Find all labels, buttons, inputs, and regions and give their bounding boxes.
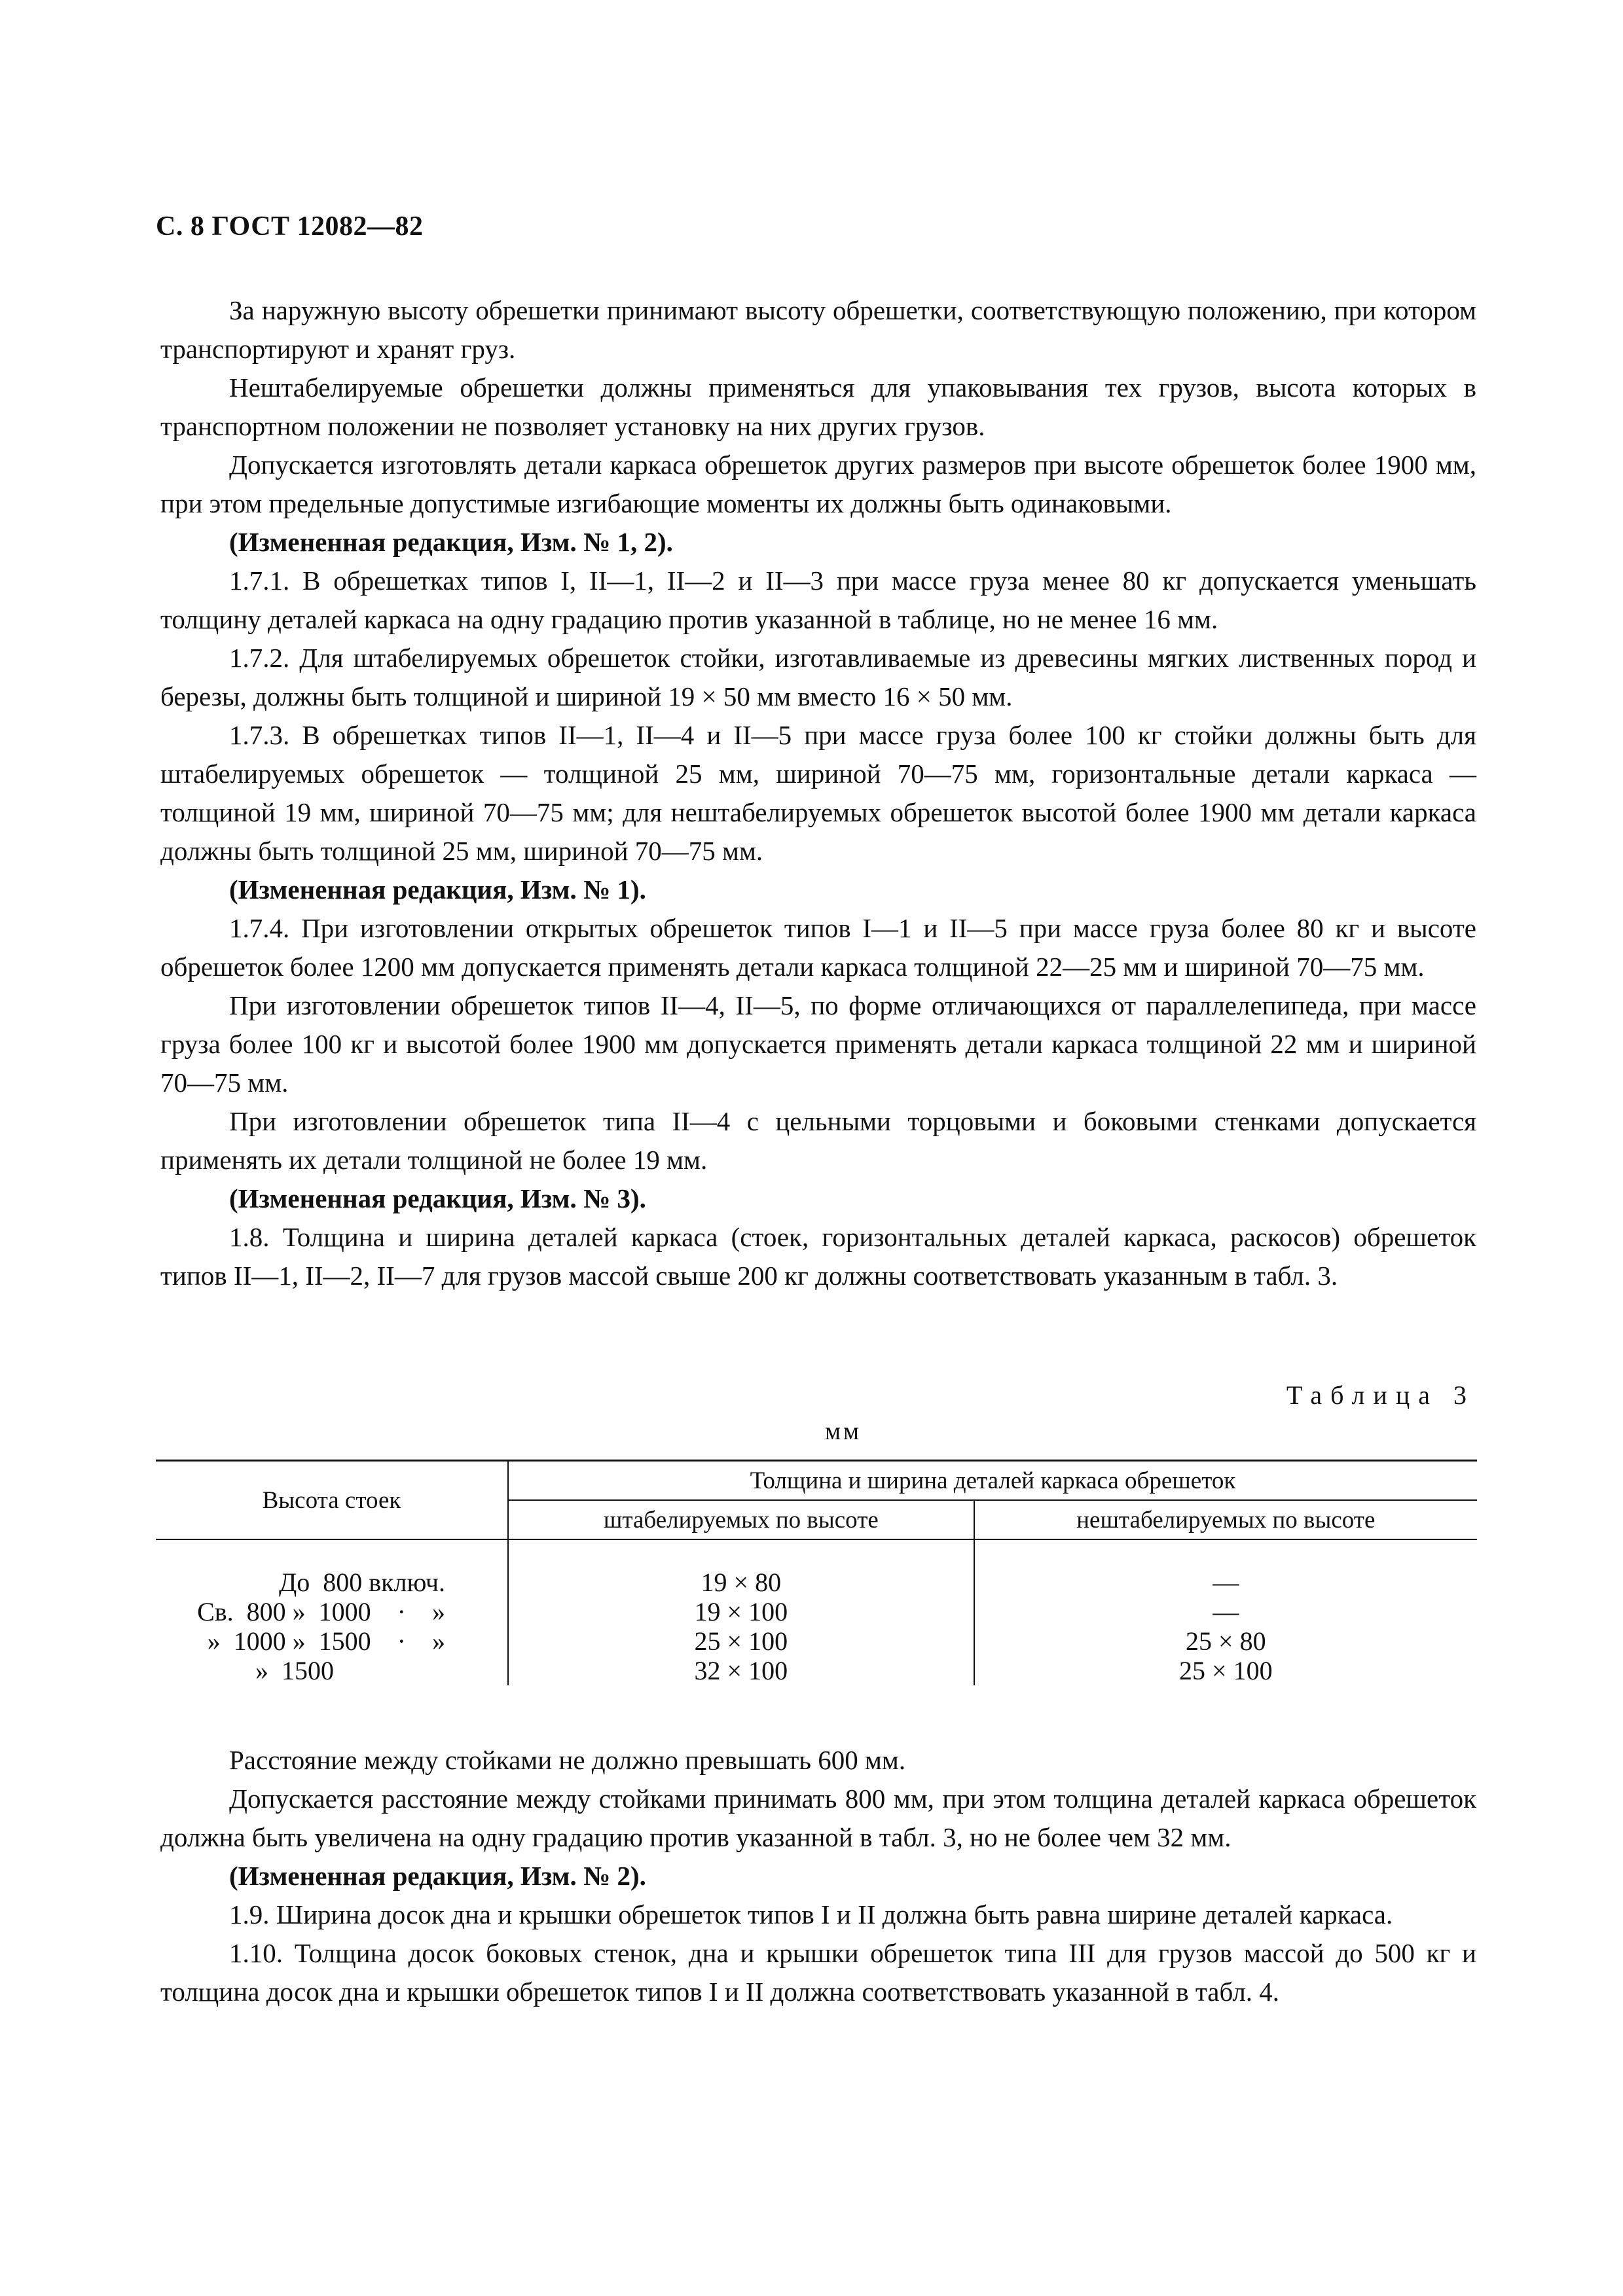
page-header: С. 8 ГОСТ 12082—82 [156, 211, 424, 242]
column-header-stackable: штабелируемых по высоте [508, 1500, 974, 1539]
paragraph: Расстояние между стойками не должно превышать 600 мм. [229, 1745, 906, 1775]
cell-stackable: 32 × 100 [508, 1656, 974, 1685]
paragraph: За наружную высоту обрешетки принимают высоту обрешетки, соответствующую положению, при котором транспортируют и хранят груз. [160, 295, 1476, 364]
paragraph: Нештабелируемые обрешетки должны применяться для упаковывания тех грузов, высота которых в транспортном положении не позволяет установку на них других грузов. [160, 372, 1476, 441]
paragraph: 1.7.1. В обрешетках типов I, II—1, II—2 и II—3 при массе груза менее 80 кг допускается уменьшать толщину деталей каркаса на одну градацию против указанной в таблице, но не менее 16 мм. [160, 565, 1476, 634]
column-header-height: Высота стоек [156, 1461, 508, 1540]
table-row [156, 1656, 1477, 1685]
paragraph: 1.7.4. При изготовлении открытых обрешеток типов I—1 и II—5 при массе груза более 80 кг и высоте обрешеток более 1200 мм допускается применять детали каркаса толщиной 22—25 мм и шириной 70—75 мм. [160, 913, 1476, 982]
table-caption: Таблица 3 [1286, 1380, 1475, 1410]
paragraph: 1.10. Толщина досок боковых стенок, дна и крышки обрешеток типа III для грузов массой до 500 кг и толщина досок дна и крышки обрешеток типов I и II должна соответствовать указанной в табл. 4. [160, 1938, 1476, 2007]
cell-stackable: 19 × 80 [508, 1539, 974, 1597]
amendment-note: (Измененная редакция, Изм. № 1, 2). [229, 527, 673, 557]
table-row [156, 1597, 1477, 1626]
table-row [156, 1539, 1477, 1597]
column-header-nonstackable: нештабелируемых по высоте [974, 1500, 1477, 1539]
column-group-header: Толщина и ширина деталей каркаса обрешеток [508, 1461, 1477, 1501]
cell-height: » 1000 » 1500 · » [207, 1626, 445, 1656]
paragraph: Допускается расстояние между стойками принимать 800 мм, при этом толщина деталей каркаса обрешеток должна быть увеличена на одну градацию против указанной в табл. 3, но не более чем 32 мм. [160, 1784, 1476, 1852]
cell-nonstackable: 25 × 80 [974, 1626, 1477, 1656]
body-text-top [160, 291, 1476, 1295]
cell-nonstackable: — [974, 1539, 1477, 1597]
table-3 [156, 1460, 1477, 1685]
paragraph: 1.7.2. Для штабелируемых обрешеток стойки, изготавливаемые из древесины мягких лиственных пород и березы, должны быть толщиной и шириной 19 × 50 мм вместо 16 × 50 мм. [160, 643, 1476, 711]
amendment-note: (Измененная редакция, Изм. № 1). [229, 874, 646, 905]
amendment-note: (Измененная редакция, Изм. № 3). [229, 1183, 646, 1213]
paragraph: 1.9. Ширина досок дна и крышки обрешеток типов I и II должна быть равна ширине деталей каркаса. [229, 1899, 1393, 1929]
table-unit: мм [825, 1418, 862, 1445]
cell-height: Св. 800 » 1000 · » [197, 1597, 445, 1626]
paragraph: При изготовлении обрешеток типов II—4, II—5, по форме отличающихся от параллелепипеда, при массе груза более 100 кг и высотой более 1900 мм допускается применять детали каркаса толщиной 22 мм и шириной 70—75 мм. [160, 990, 1476, 1098]
cell-stackable: 25 × 100 [508, 1626, 974, 1656]
cell-nonstackable: 25 × 100 [974, 1656, 1477, 1685]
cell-nonstackable: — [974, 1597, 1477, 1626]
paragraph: При изготовлении обрешеток типа II—4 с цельными торцовыми и боковыми стенками допускается применять их детали толщиной не более 19 мм. [160, 1106, 1476, 1175]
body-text-bottom [160, 1741, 1476, 2011]
table-row [156, 1626, 1477, 1656]
cell-height: До 800 включ. [278, 1568, 445, 1597]
paragraph: 1.8. Толщина и ширина деталей каркаса (стоек, горизонтальных деталей каркаса, раскосов) обрешеток типов II—1, II—2, II—7 для грузов массой свыше 200 кг должны соответствовать указанным в табл. 3. [160, 1222, 1476, 1291]
paragraph: Допускается изготовлять детали каркаса обрешеток других размеров при высоте обрешеток более 1900 мм, при этом предельные допустимые изгибающие моменты их должны быть одинаковыми. [160, 450, 1476, 518]
paragraph: 1.7.3. В обрешетках типов II—1, II—4 и II—5 при массе груза более 100 кг стойки должны быть для штабелируемых обрешеток — толщиной 25 мм, шириной 70—75 мм, горизонтальные детали каркаса — толщиной 19 мм, шириной 70—75 мм; для нештабелируемых обрешеток высотой более 1900 мм детали каркаса должны быть толщиной 25 мм, шириной 70—75 мм. [160, 720, 1476, 866]
cell-stackable: 19 × 100 [508, 1597, 974, 1626]
cell-height: » 1500 [255, 1656, 445, 1685]
amendment-note: (Измененная редакция, Изм. № 2). [229, 1861, 646, 1891]
